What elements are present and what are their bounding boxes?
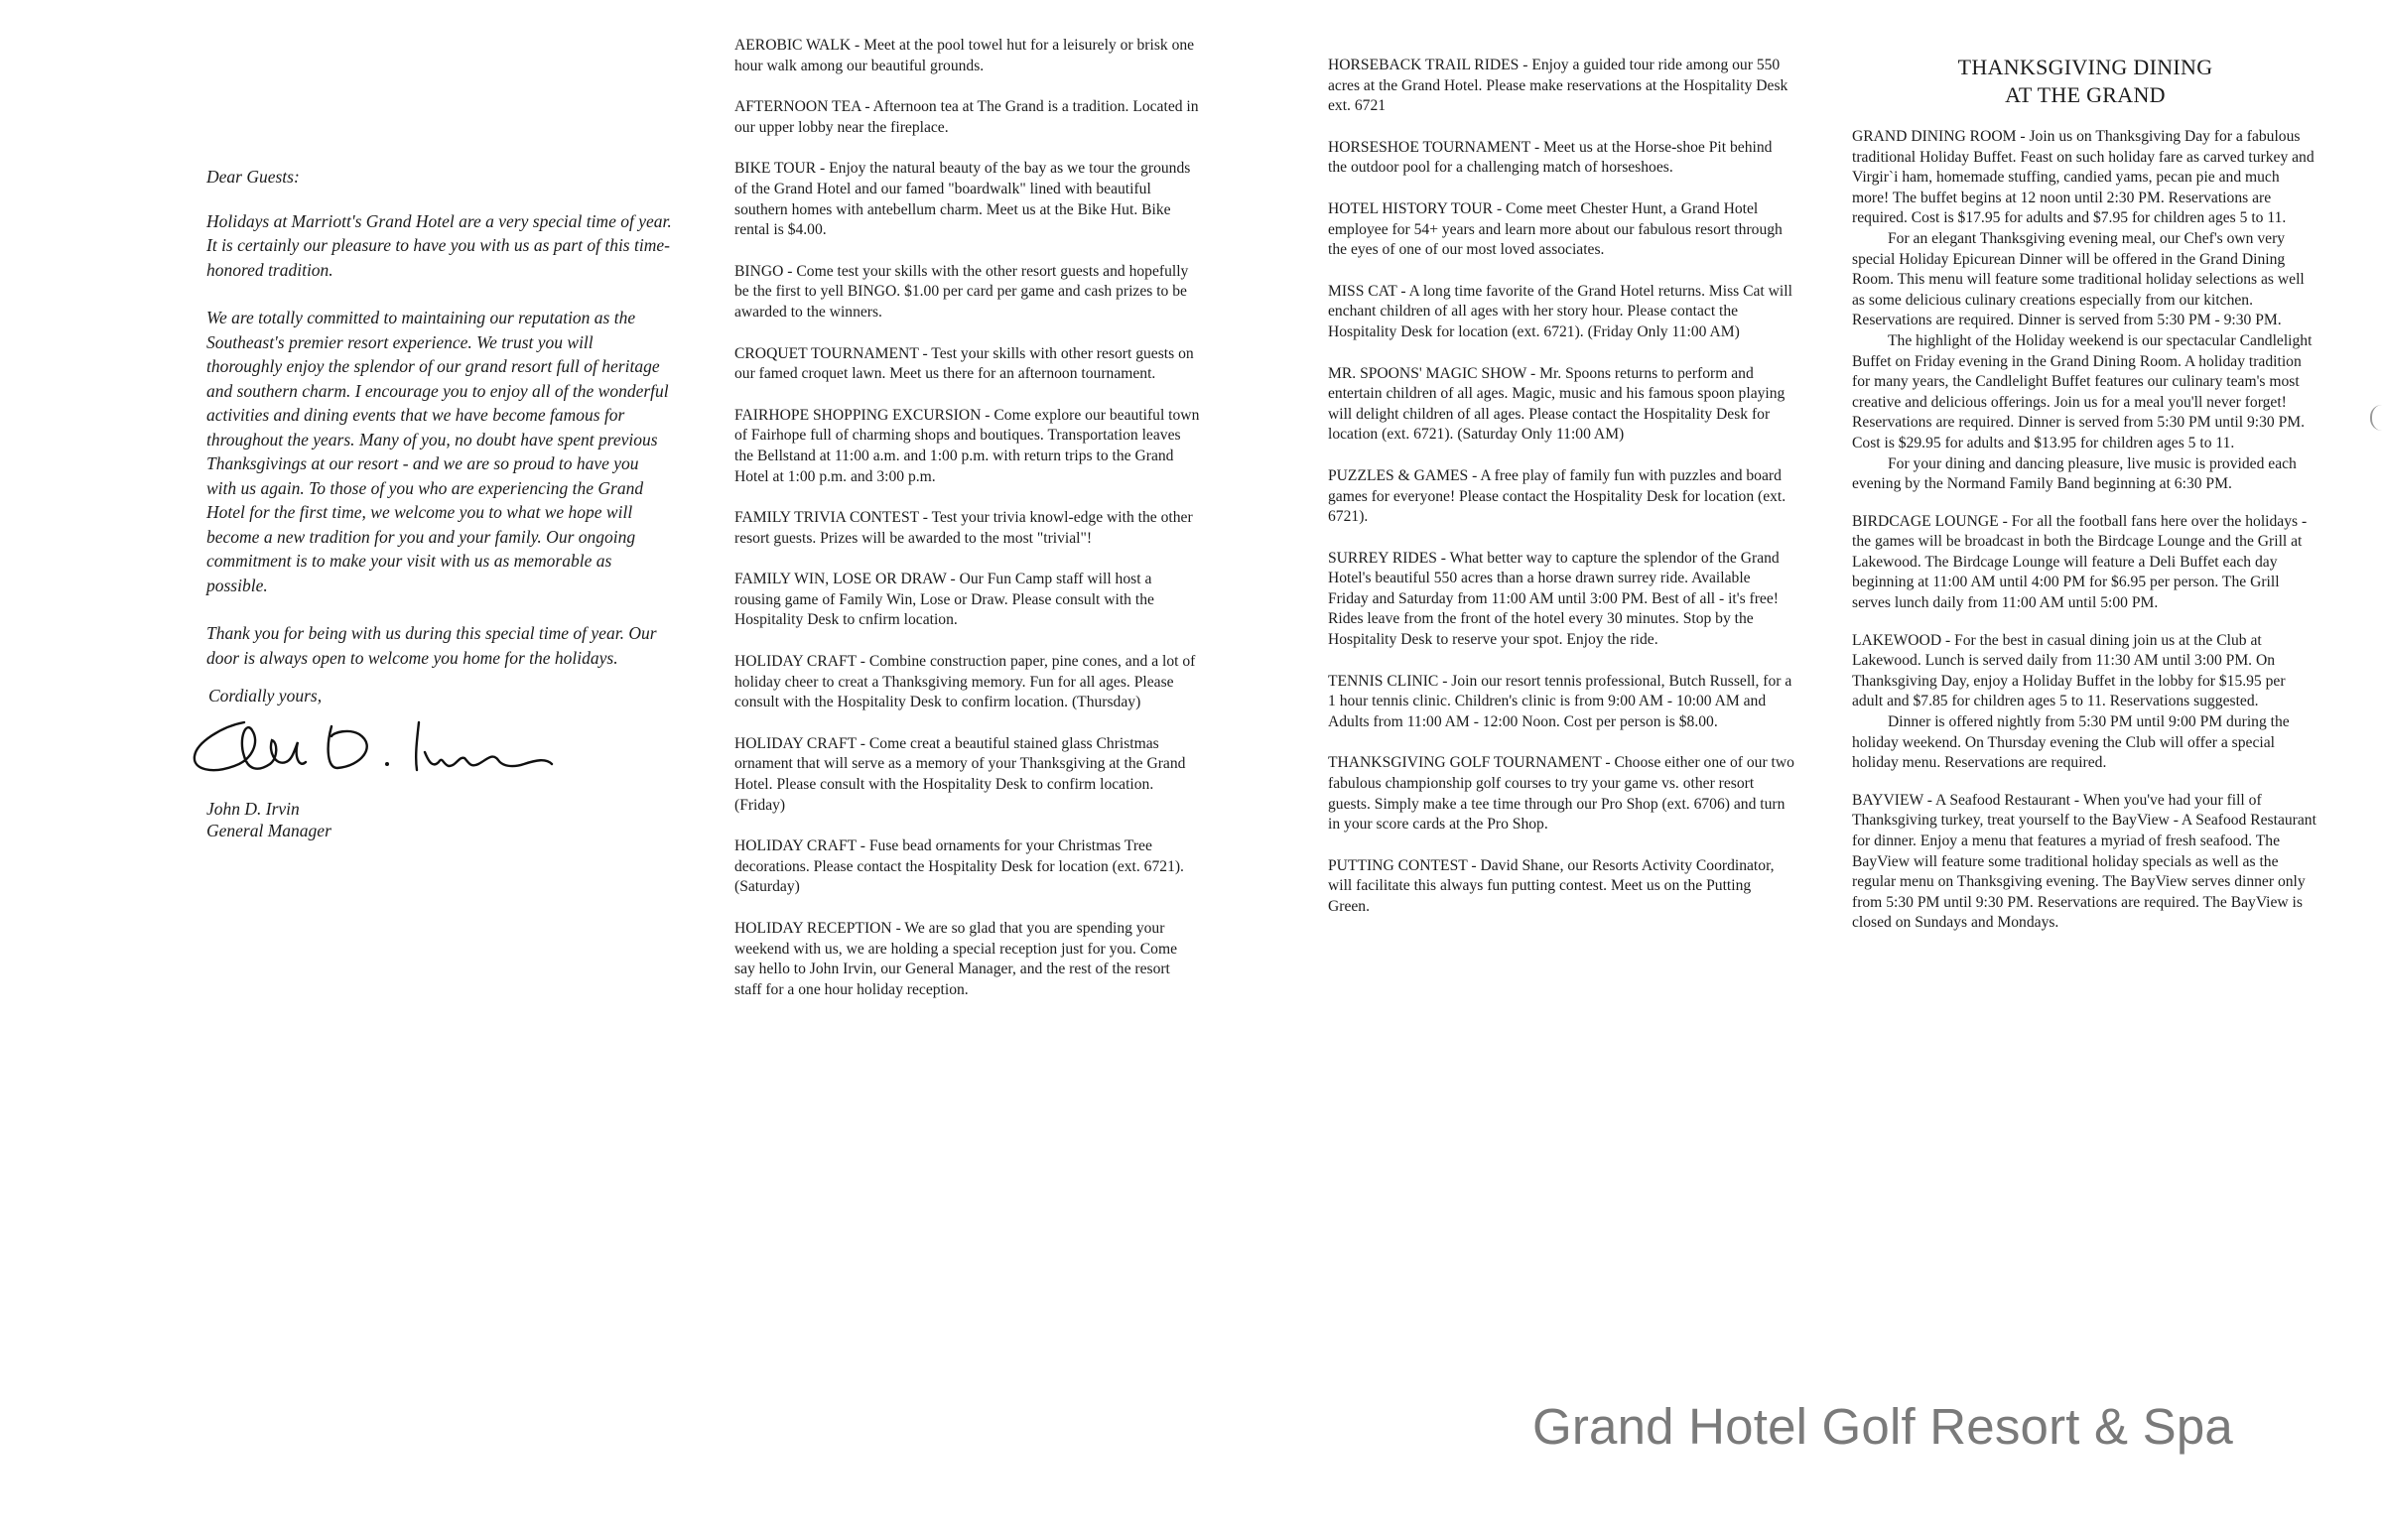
letter-paragraph: Holidays at Marriott's Grand Hotel are a very special time of year. It is certainly our pleasure to have you with us as part of this time-honored tradition. — [206, 210, 672, 280]
activity-entry: PUZZLES & GAMES - A free play of family fun with puzzles and board games for everyone! Please contact the Hospitality Desk for location (ext. 6721). — [1328, 466, 1786, 526]
activity-entry: HORSESHOE TOURNAMENT - Meet us at the Horse-shoe Pit behind the outdoor pool for a challenging match of horseshoes. — [1328, 138, 1773, 177]
activity-entry: HOLIDAY RECEPTION - We are so glad that you are spending your weekend with us, we are holding a special reception just for you. Come say hello to John Irvin, our General Manager, and the rest of the resort staff for a one hour holiday reception. — [734, 920, 1178, 998]
activity-entry: THANKSGIVING GOLF TOURNAMENT - Choose either one of our two fabulous championship golf courses to try your game vs. other resort guests. Simply make a tee time through our Pro Shop (ext. 6706) and turn in your score cards at the Pro Shop. — [1328, 754, 1794, 834]
dining-paragraph: For an elegant Thanksgiving evening meal, our Chef's own very special Holiday Epicurean Dinner will be offered in the Grand Dining Room. This menu will feature some traditional holiday selections as well as some delicious culinary creations especially from our kitchen. Reservations are required. Dinner is served from 5:30 PM - 9:30 PM. — [1852, 229, 2305, 329]
activity-entry: SURREY RIDES - What better way to capture the splendor of the Grand Hotel's beautiful 550 acres than a horse drawn surrey ride. Available Friday and Saturday from 11:00 AM until 3:00 PM. Best of all - it's free! Rides leave from the front of the hotel every 30 minutes. Stop by the Hospitality Desk to reserve your spot. Enjoy the ride. — [1328, 549, 1780, 649]
letter-paragraph: Thank you for being with us during this special time of year. Our door is always open to welcome you home for the holidays. — [206, 623, 657, 668]
activity-entry: HOTEL HISTORY TOUR - Come meet Chester Hunt, a Grand Hotel employee for 54+ years and learn more about our fabulous resort through the eyes of one of our most loved associates. — [1328, 199, 1783, 259]
signature-image — [183, 712, 673, 796]
dining-paragraph: LAKEWOOD - For the best in casual dining join us at the Club at Lakewood. Lunch is served daily from 11:30 AM until 3:00 PM. On Thanksgiving Day, enjoy a Holiday Buffet in the lobby for $15.95 per adult and $7.85 for children ages 5 to 11. Reservations suggested. — [1852, 631, 2286, 710]
signer-name: John D. Irvin — [206, 798, 300, 819]
activity-entry: FAMILY TRIVIA CONTEST - Test your trivia knowl-edge with the other resort guests. Prizes will be awarded to the most "trivial"! — [734, 509, 1193, 547]
dining-column — [1852, 54, 2318, 951]
dining-section-birdcage-lounge — [1852, 512, 2318, 614]
activity-entry: FAIRHOPE SHOPPING EXCURSION - Come explore our beautiful town of Fairhope full of charming shops and boutiques. Transportation leaves the Bellstand at 11:00 a.m. and 1:00 p.m. with return trips to the Grand Hotel at 1:00 p.m. and 3:00 p.m. — [734, 406, 1200, 485]
activity-entry: BIKE TOUR - Enjoy the natural beauty of the bay as we tour the grounds of the Grand Hotel and our famed "boardwalk" lined with beautiful southern homes with antebellum charm. Meet us at the Bike Hut. Bike rental is $4.00. — [734, 160, 1191, 239]
letter-salutation: Dear Guests: — [206, 167, 300, 187]
dining-section-bayview — [1852, 791, 2318, 934]
activity-entry: HOLIDAY CRAFT - Come creat a beautiful stained glass Christmas ornament that will serve as a memory of your Thanksgiving at the Grand Hotel. Please consult with the Hospitality Desk to confirm location. (Friday) — [734, 734, 1186, 814]
dining-paragraph: GRAND DINING ROOM - Join us on Thanksgiving Day for a fabulous traditional Holiday Buffet. Feast on such holiday fare as carved turkey and Virgir`i ham, homemade stuffing, candied yams, pecan pie and much more! The buffet begins at 12 noon until 2:30 PM. Reservations are required. Cost is $17.95 for adults and $7.95 for children ages 5 to 11. — [1852, 128, 2315, 227]
signer-title: General Manager — [206, 820, 331, 840]
dining-title-line: THANKSGIVING DINING — [1957, 55, 2213, 79]
activity-entry: BINGO - Come test your skills with the other resort guests and hopefully be the first to yell BINGO. $1.00 per card per game and cash prizes to be awarded to the winners. — [734, 262, 1189, 321]
dining-paragraph: BIRDCAGE LOUNGE - For all the football fans here over the holidays - the games will be broadcast in both the Birdcage Lounge and the Grill at Lakewood. The Birdcage Lounge will feature a Deli Buffet each day beginning at 11:00 AM until 4:00 PM for $6.95 per person. The Grill serves lunch daily from 11:00 AM until 5:00 PM. — [1852, 512, 2308, 612]
activity-entry: CROQUET TOURNAMENT - Test your skills with other resort guests on our famed croquet lawn. Meet us there for an afternoon tournament. — [734, 344, 1194, 383]
activity-entry: HORSEBACK TRAIL RIDES - Enjoy a guided tour ride among our 550 acres at the Grand Hotel. Please make reservations at the Hospitality Desk ext. 6721 — [1328, 57, 1788, 115]
activity-entry: AFTERNOON TEA - Afternoon tea at The Grand is a tradition. Located in our upper lobby near the fireplace. — [734, 98, 1199, 136]
activity-entry: HOLIDAY CRAFT - Combine construction paper, pine cones, and a lot of holiday cheer to creat a Thanksgiving memory. Fun for all ages. Please consult with the Hospitality Desk to confirm location. (Thursday) — [734, 653, 1196, 711]
scan-edge-mark — [2370, 405, 2382, 431]
activities-column-2 — [1328, 56, 1794, 939]
activity-entry: FAMILY WIN, LOSE OR DRAW - Our Fun Camp staff will host a rousing game of Family Win, Lose or Draw. Please consult with the Hospitality Desk to cnfirm location. — [734, 571, 1154, 629]
dining-title-line: AT THE GRAND — [2005, 82, 2166, 107]
brand-watermark: Grand Hotel Golf Resort & Spa — [1532, 1398, 2233, 1455]
activities-column-1 — [734, 36, 1201, 1021]
letter-paragraph: We are totally committed to maintaining our reputation as the Southeast's premier resort experience. We trust you will thoroughly enjoy the splendor of our grand resort full of heritage and southern charm. I encourage you to enjoy all of the wonderful activities and dining events that we have become famous for throughout the years. Many of you, no doubt have spent previous Thanksgivings at our resort - and we are so proud to have you with us again. To those of you who are experiencing the Grand Hotel for the first time, we welcome you to what we hope will become a new tradition for you and your family. Our ongoing commitment is to make your visit with us as memorable as possible. — [206, 308, 669, 595]
activity-entry: TENNIS CLINIC - Join our resort tennis professional, Butch Russell, for a 1 hour tennis clinic. Children's clinic is from 9:00 AM - 10:00 AM and Adults from 11:00 AM - 12:00 Noon. Cost per person is $8.00. — [1328, 672, 1792, 730]
activity-entry: MISS CAT - A long time favorite of the Grand Hotel returns. Miss Cat will enchant children of all ages with her story hour. Please contact the Hospitality Desk for location (ext. 6721). (Friday Only 11:00 AM) — [1328, 282, 1792, 340]
dining-section-grand-dining-room — [1852, 127, 2318, 495]
dining-title — [1852, 54, 2318, 109]
activity-entry: PUTTING CONTEST - David Shane, our Resorts Activity Coordinator, will facilitate this always fun putting contest. Meet us on the Putting Green. — [1328, 856, 1775, 915]
dining-paragraph: For your dining and dancing pleasure, live music is provided each evening by the Normand Family Band beginning at 6:30 PM. — [1852, 454, 2297, 493]
dining-section-lakewood — [1852, 631, 2318, 774]
dining-paragraph: The highlight of the Holiday weekend is our spectacular Candlelight Buffet on Friday evening in the Grand Dining Room. A holiday tradition for many years, the Candlelight Buffet features our culinary team's most creative and delicious offerings. Join us for a meal you'll never forget! Reservations are required. Dinner is served from 5:30 PM until 9:30 PM. Cost is $29.95 for adults and $13.95 for children ages 5 to 11. — [1852, 331, 2313, 451]
activity-entry: HOLIDAY CRAFT - Fuse bead ornaments for your Christmas Tree decorations. Please contact the Hospitality Desk for location (ext. 6721). (Saturday) — [734, 837, 1184, 896]
activity-entry: AEROBIC WALK - Meet at the pool towel hut for a leisurely or brisk one hour walk among our beautiful grounds. — [734, 37, 1195, 74]
letter-closing: Cordially yours, — [208, 686, 323, 706]
welcome-letter — [206, 165, 673, 841]
dining-paragraph: Dinner is offered nightly from 5:30 PM until 9:00 PM during the holiday weekend. On Thursday evening the Club will offer a special holiday menu. Reservations are required. — [1852, 713, 2290, 772]
activity-entry: MR. SPOONS' MAGIC SHOW - Mr. Spoons returns to perform and entertain children of all ages. Magic, music and his famous spoon playing will delight children of all ages. Please contact the Hospitality Desk for location (ext. 6721). (Saturday Only 11:00 AM) — [1328, 364, 1786, 444]
dining-paragraph: BAYVIEW - A Seafood Restaurant - When you've had your fill of Thanksgiving turkey, treat yourself to the BayView - A Seafood Restaurant for dinner. Enjoy a menu that features a myriad of fresh seafood. The BayView will feature some traditional holiday specials as well as the regular menu on Thanksgiving evening. The BayView serves dinner only from 5:30 PM until 9:30 PM. Reservations are required. The BayView is closed on Sundays and Mondays. — [1852, 791, 2316, 932]
